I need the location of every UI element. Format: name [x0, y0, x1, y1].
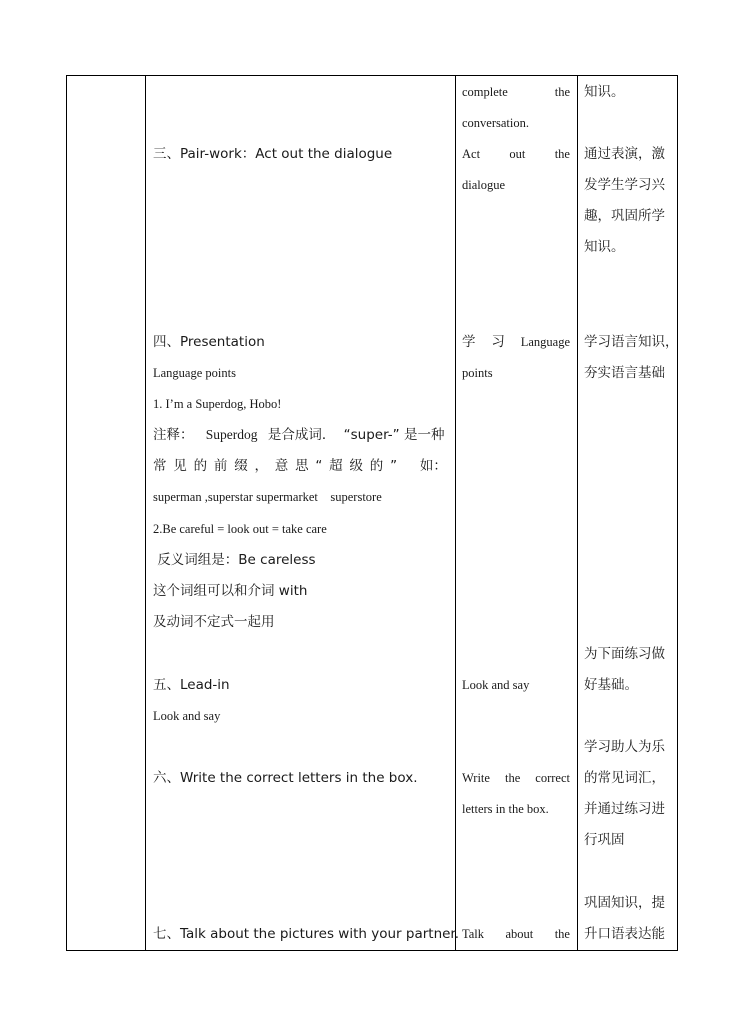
purpose-5-line-1: 学习助人为乐 [584, 739, 665, 755]
purpose-2-line-2: 发学生学习兴 [584, 177, 665, 193]
table-right-border [677, 75, 678, 951]
note-char: 级 [349, 458, 363, 474]
note-char: 超 [329, 458, 343, 474]
note-a-kind: 是一种 [403, 427, 445, 443]
purpose-4-line-1: 为下面练习做 [584, 646, 665, 662]
activity-3-line-2: points [462, 366, 493, 380]
section-5-sub: Look and say [153, 709, 221, 723]
activity-5-line-2: letters in the box. [462, 802, 549, 816]
activity-word: 学 [462, 334, 476, 350]
note-word: Superdog [205, 427, 258, 442]
note-char: 的 [369, 458, 384, 474]
purpose-2-line-4: 知识。 [584, 239, 625, 255]
activity-word: the [554, 927, 570, 941]
note-char: “ [315, 458, 323, 474]
point-1: 1. I’m a Superdog, Hobo! [153, 397, 282, 411]
activity-word: the [504, 771, 521, 785]
purpose-6-line-2: 升口语表达能 [584, 926, 665, 942]
activity-word: complete [462, 85, 508, 99]
note-char: 常 [153, 458, 167, 474]
note-char: 前 [213, 458, 228, 474]
purpose-3-line-1: 学习语言知识， [584, 334, 679, 350]
purpose-3-line-2: 夯实语言基础 [584, 365, 665, 381]
activity-3-line-1 [462, 334, 570, 350]
table-col-divider-1 [145, 75, 146, 951]
note-label: 注释： [153, 427, 194, 443]
note-char: 的 [193, 458, 208, 474]
note-is: 是合成词． [267, 427, 336, 443]
activity-1-line-2: conversation. [462, 116, 529, 130]
language-points-label: Language points [153, 366, 236, 380]
purpose-4-line-2: 好基础。 [584, 677, 638, 693]
note-char: 缀 [234, 458, 248, 474]
purpose-6-line-1: 巩固知识，提 [584, 895, 665, 911]
note-char: 思 [295, 458, 309, 474]
note-char: 见 [173, 458, 187, 474]
note-examples: superman ,superstar supermarket superstore [153, 490, 382, 504]
table-col-divider-3 [577, 75, 578, 951]
purpose-2-line-3: 趣，巩固所学 [584, 208, 665, 224]
infinitive-line: 及动词不定式一起用 [153, 614, 275, 630]
activity-word: Write [462, 771, 490, 785]
antonym-line: 反义词组是：Be careless [153, 552, 316, 568]
point-2: 2.Be careful = look out = take care [153, 522, 327, 536]
with-line: 这个词组可以和介词 with [153, 583, 308, 599]
section-4-title: 四、Presentation [153, 334, 265, 350]
table-left-border [66, 75, 67, 951]
activity-5-line-1 [462, 770, 570, 786]
activity-4: Look and say [462, 678, 530, 692]
activity-word: the [554, 147, 570, 161]
purpose-2-line-1: 通过表演，激 [584, 146, 665, 162]
table-top-border [66, 75, 678, 76]
activity-2-line-2: dialogue [462, 178, 506, 192]
section-5-title: 五、Lead-in [153, 677, 230, 693]
purpose-5-line-4: 行巩固 [584, 832, 625, 848]
note-char: ， [254, 458, 268, 474]
activity-word: the [554, 85, 570, 99]
note-line-2 [153, 458, 447, 474]
section-3-title: 三、Pair-work：Act out the dialogue [153, 146, 393, 162]
purpose-1: 知识。 [584, 84, 625, 100]
note-prefix: “super-” [343, 427, 400, 443]
table-bottom-border [66, 950, 678, 951]
activity-word: about [505, 927, 534, 941]
note-char: 如： [419, 458, 447, 474]
activity-6-line-1 [462, 926, 570, 942]
activity-word: 习 [491, 334, 505, 350]
activity-word: Act [462, 147, 481, 161]
activity-word: Language [520, 335, 570, 349]
activity-word: correct [535, 771, 570, 785]
activity-word: out [509, 147, 526, 161]
section-7-title: 七、Talk about the pictures with your partner. [153, 926, 460, 942]
note-char: ” [390, 458, 398, 474]
table-col-divider-2 [455, 75, 456, 951]
note-line-1 [153, 427, 444, 443]
activity-word: Talk [462, 927, 485, 941]
section-6-title: 六、Write the correct letters in the box. [153, 770, 418, 786]
note-char: 意 [274, 458, 289, 474]
purpose-5-line-2: 的常见词汇， [584, 770, 665, 786]
purpose-5-line-3: 并通过练习进 [584, 801, 665, 817]
activity-2-line-1 [462, 146, 570, 162]
activity-1-line-1 [462, 84, 570, 100]
